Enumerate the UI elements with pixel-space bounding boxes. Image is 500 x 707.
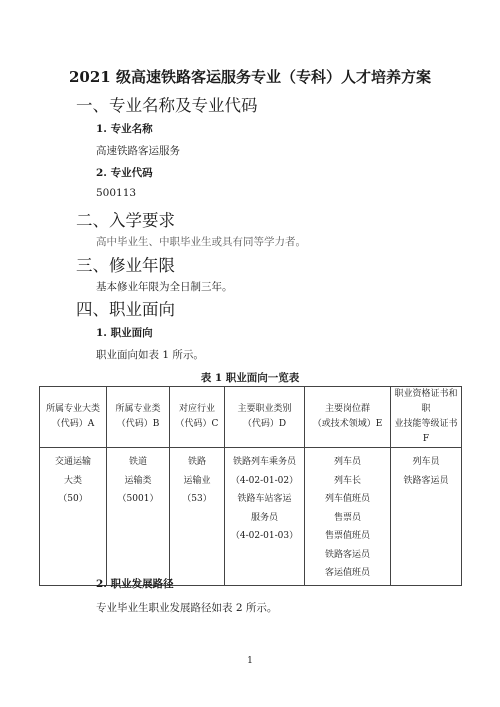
admission-text: 高中毕业生、中职毕业生或具有同等学力者。 bbox=[96, 236, 306, 248]
document-title: 2021 级高速铁路客运服务专业（专科）人才培养方案 bbox=[69, 68, 431, 86]
career-orientation-text: 职业面向如表 1 所示。 bbox=[96, 349, 204, 361]
duration-text: 基本修业年限为全日制三年。 bbox=[96, 281, 233, 293]
page-number: 1 bbox=[247, 656, 253, 666]
career-orientation-table bbox=[39, 386, 462, 586]
header-cell: 职业资格证书和职 业技能等级证书 F bbox=[391, 387, 462, 448]
career-orientation-label: 1. 职业面向 bbox=[96, 327, 153, 339]
header-cell: 对应行业 （代码）C bbox=[170, 387, 225, 448]
section-heading-1: 一、专业名称及专业代码 bbox=[76, 96, 258, 115]
header-cell: 所属专业大类 （代码）A bbox=[40, 387, 107, 448]
table-row bbox=[40, 448, 462, 586]
section-heading-4: 四、职业面向 bbox=[76, 300, 175, 319]
section-heading-2: 二、入学要求 bbox=[76, 211, 175, 230]
major-name-value: 高速铁路客运服务 bbox=[96, 145, 180, 157]
header-cell: 主要岗位群 （或技术领域）E bbox=[305, 387, 391, 448]
major-code-value: 500113 bbox=[96, 187, 137, 199]
table-cell: 列车员 铁路客运员 bbox=[391, 448, 462, 586]
career-path-text: 专业毕业生职业发展路径如表 2 所示。 bbox=[96, 602, 278, 614]
major-name-label: 1. 专业名称 bbox=[96, 123, 153, 135]
table-caption: 表 1 职业面向一览表 bbox=[200, 372, 300, 384]
header-cell: 所属专业类 （代码）B bbox=[107, 387, 170, 448]
header-cell: 主要职业类别 （代码）D bbox=[225, 387, 305, 448]
table-cell: 铁路列车乘务员 （4-02-01-02） 铁路车站客运 服务员 （4-02-01-03） bbox=[225, 448, 305, 586]
table-cell: 铁道 运输类 （5001） bbox=[107, 448, 170, 586]
section-heading-3: 三、修业年限 bbox=[76, 256, 175, 275]
table-cell: 列车员 列车长 列车值班员 售票员 售票值班员 铁路客运员 客运值班员 bbox=[305, 448, 391, 586]
table-header-row bbox=[40, 387, 462, 448]
career-path-label: 2. 职业发展路径 bbox=[96, 578, 174, 590]
table-cell: 交通运输 大类 （50） bbox=[40, 448, 107, 586]
table-cell: 铁路 运输业 （53） bbox=[170, 448, 225, 586]
major-code-label: 2. 专业代码 bbox=[96, 167, 153, 179]
